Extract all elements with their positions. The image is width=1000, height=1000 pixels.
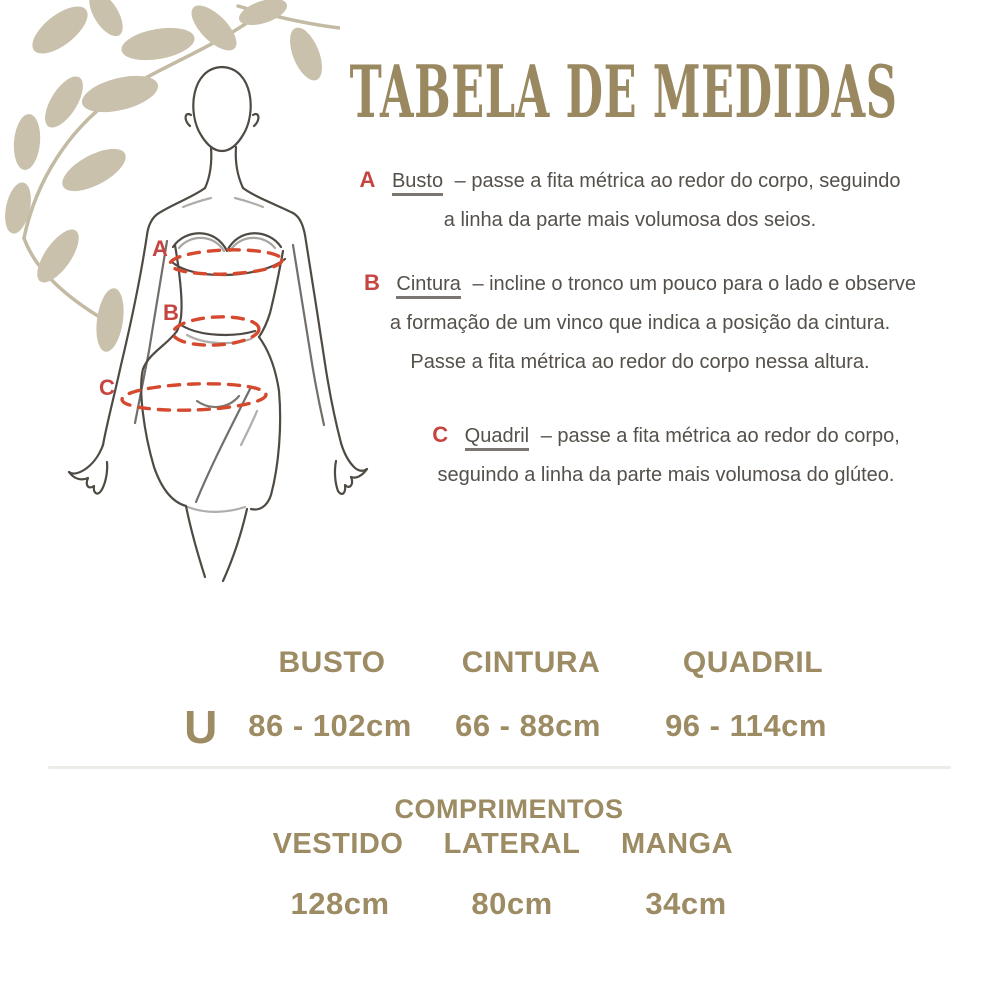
table-header-quadril: QUADRIL: [682, 646, 824, 679]
length-label-lateral: LATERAL: [443, 828, 581, 860]
table-value-busto: 86 - 102cm: [248, 708, 412, 743]
bust-measure-line: [170, 248, 283, 276]
length-value-vestido: 128cm: [290, 886, 390, 921]
table-size-label: U: [184, 701, 218, 753]
busto-text1: – passe a fita métrica ao redor do corpo, seguindo: [454, 170, 901, 192]
instruction-quadril: [352, 415, 980, 495]
cintura-text1: – incline o tronco um pouco para o lado e observe: [472, 273, 917, 295]
cintura-text2: a formação de um vinco que indica a posição da cintura.: [389, 312, 891, 334]
section-divider: [48, 766, 951, 769]
instruction-cintura: [300, 263, 980, 382]
length-label-manga: MANGA: [620, 828, 734, 860]
quadril-text1: – passe a fita métrica ao redor do corpo,: [540, 425, 900, 447]
cintura-marker: B: [363, 270, 381, 295]
instruction-busto-line1: [290, 160, 970, 201]
busto-text2: a linha da parte mais volumosa dos seios.: [443, 209, 817, 231]
busto-term: Busto: [392, 170, 443, 196]
cintura-term: Cintura: [396, 273, 460, 299]
cintura-text3: Passe a fita métrica ao redor do corpo nessa altura.: [410, 351, 870, 373]
lengths-title: COMPRIMENTOS: [394, 794, 624, 824]
hip-marker-label: C: [99, 375, 115, 400]
measure-labels: [99, 236, 179, 400]
table-value-quadril: 96 - 114cm: [665, 708, 827, 743]
length-value-manga: 34cm: [645, 886, 727, 921]
instruction-cintura-line1: [300, 263, 980, 304]
quadril-text2: seguindo a linha da parte mais volumosa do glúteo.: [437, 464, 895, 486]
busto-marker: A: [359, 167, 377, 192]
quadril-marker: C: [432, 422, 450, 447]
length-label-vestido: VESTIDO: [272, 828, 404, 860]
page-title: [345, 48, 903, 134]
table-header-cintura: CINTURA: [461, 646, 601, 679]
length-value-lateral: 80cm: [471, 886, 553, 921]
hip-measure-line: [122, 381, 267, 412]
table-value-cintura: 66 - 88cm: [455, 708, 601, 743]
waist-marker-label: B: [163, 300, 179, 325]
bust-marker-label: A: [152, 236, 168, 261]
page-title-text: TABELA DE MEDIDAS: [350, 48, 898, 134]
measure-lines: [122, 248, 283, 412]
instruction-busto: [290, 160, 970, 240]
instruction-quadril-line1: [352, 415, 980, 456]
table-header-busto: BUSTO: [278, 646, 386, 679]
quadril-term: Quadril: [465, 425, 529, 451]
